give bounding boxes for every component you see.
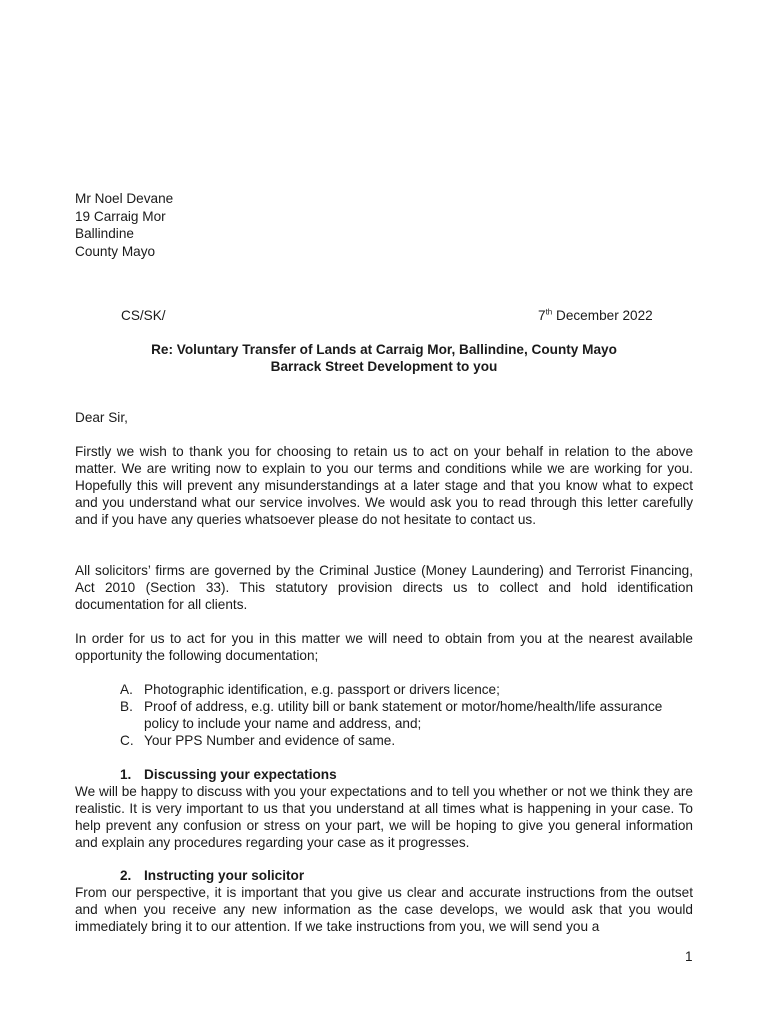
section-title: Discussing your expectations bbox=[144, 767, 337, 782]
paragraph-thanks: Firstly we wish to thank you for choosing to retain us to act on your behalf in relation to the above matter. We are writing now to explain to you our terms and conditions while we are working for you. Hopefully this will prevent any misunderstandings at a later stage and that you know what to expect and you understand what our service involves. We would ask you to read through this letter carefully and if you have any queries whatsoever please do not hesitate to contact us. bbox=[75, 444, 693, 527]
subject-line-1: Re: Voluntary Transfer of Lands at Carraig Mor, Ballindine, County Mayo bbox=[151, 342, 617, 357]
recipient-address bbox=[75, 190, 173, 260]
salutation: Dear Sir, bbox=[75, 410, 128, 425]
address-line: Mr Noel Devane bbox=[75, 191, 174, 206]
section-heading bbox=[120, 867, 304, 884]
list-label: B. bbox=[120, 699, 133, 714]
date-rest: December 2022 bbox=[552, 308, 653, 323]
letter-date bbox=[538, 307, 653, 324]
section-number: 2. bbox=[120, 868, 132, 883]
section-heading bbox=[120, 766, 337, 783]
page-number: 1 bbox=[685, 949, 693, 964]
date-suffix: th bbox=[545, 307, 553, 317]
section-title: Instructing your solicitor bbox=[144, 868, 305, 883]
documentation-list bbox=[120, 681, 700, 749]
list-item bbox=[120, 681, 700, 698]
list-text: Your PPS Number and evidence of same. bbox=[144, 733, 396, 748]
section-body: We will be happy to discuss with you your expectations and to tell you whether or not we think they are realistic. It is very important to us that you understand at all times what is happening in your case. To help prevent any confusion or stress on your part, we will be hoping to give you general information and explain any procedures regarding your case as it progresses. bbox=[75, 784, 693, 850]
address-line: County Mayo bbox=[75, 243, 156, 259]
reference: CS/SK/ bbox=[121, 308, 166, 323]
list-item bbox=[120, 732, 700, 749]
subject-line bbox=[75, 341, 693, 375]
list-label: A. bbox=[120, 682, 133, 697]
section-number: 1. bbox=[120, 767, 132, 782]
address-line: 19 Carraig Mor bbox=[75, 208, 166, 224]
section-body: From our perspective, it is important that you give us clear and accurate instructions from the outset and when you receive any new information as the case develops, we would ask that you would immediately bring it to our attention. If we take instructions from you, we will send you a bbox=[75, 885, 693, 934]
paragraph-regulation: All solicitors’ firms are governed by the Criminal Justice (Money Laundering) and Terrorist Financing, Act 2010 (Section 33). This statutory provision directs us to collect and hold identification documentation for all clients. bbox=[75, 563, 693, 612]
list-text: Proof of address, e.g. utility bill or bank statement or motor/home/health/life assurance policy to include your name and address, and; bbox=[144, 699, 663, 731]
list-text: Photographic identification, e.g. passport or drivers licence; bbox=[144, 682, 500, 697]
list-item bbox=[120, 698, 700, 732]
date-day: 7 bbox=[538, 308, 546, 323]
address-line: Ballindine bbox=[75, 226, 134, 241]
paragraph-documentation: In order for us to act for you in this matter we will need to obtain from you at the nearest available opportunity the following documentation; bbox=[75, 631, 693, 663]
list-label: C. bbox=[120, 733, 134, 748]
subject-line-2: Barrack Street Development to you bbox=[270, 359, 498, 374]
